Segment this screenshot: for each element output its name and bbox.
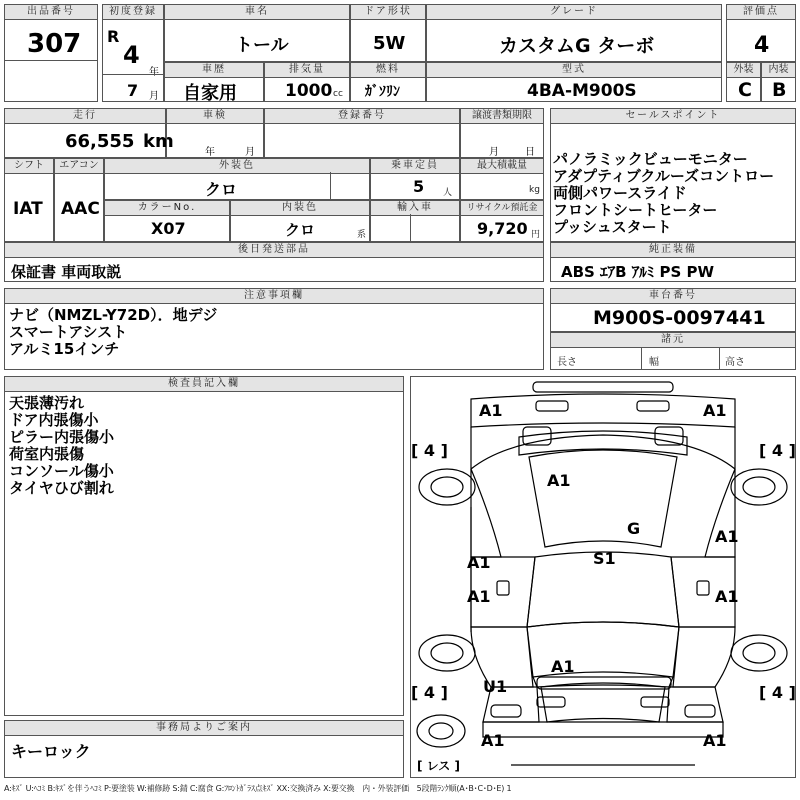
color-no: X07 — [151, 219, 186, 238]
mark-fender-left: A1 — [467, 553, 491, 572]
capacity-box — [370, 158, 460, 200]
specs-box — [550, 332, 796, 370]
inspector-box — [4, 376, 404, 716]
fuel-box — [350, 62, 426, 102]
registration-box — [102, 4, 164, 102]
mark-door-left: A1 — [467, 587, 491, 606]
inspector-label: 検査員記入欄 — [4, 376, 404, 392]
legend: A:ｷｽﾞ U:ﾍｺﾐ B:ｷｽﾞを伴うﾍｺﾐ P:要塗装 W:補修跡 S:錆 C:腐食 G:ﾌﾛﾝﾄｶﾞﾗｽ点ｷｽﾞ XX:交換済み X:要交換 内・外装評価 5段階ﾗﾝｸ順(A･B･C･D･E) 1 — [4, 784, 512, 793]
list-item: フロントシートヒーター — [553, 201, 718, 219]
office-text: キーロック — [11, 742, 91, 761]
displacement-unit: cc — [333, 89, 343, 99]
list-item: パノラミックビューモニター — [553, 150, 748, 168]
list-item: アルミ15インチ — [9, 340, 120, 358]
int-color: クロ — [285, 221, 316, 239]
mark-front-right: A1 — [703, 401, 727, 420]
list-item: アダプティブクルーズコントロー — [553, 167, 775, 185]
lot-label: 出品番号 — [4, 4, 98, 20]
int-grade: B — [772, 79, 787, 101]
import-label: 輸入車 — [370, 200, 460, 216]
spare-tire: [ レス ] — [417, 759, 460, 773]
ext-grade-label: 外装 — [726, 62, 761, 78]
load-unit: kg — [529, 185, 540, 195]
ext-grade: C — [738, 79, 752, 101]
notes-box — [4, 288, 544, 370]
sales-points-label: セールスポイント — [550, 108, 796, 124]
shift-label: シフト — [4, 158, 54, 174]
mileage-box — [4, 108, 174, 158]
inspection-month: 月 — [245, 147, 255, 158]
list-item: ナビ（NMZL-Y72D）．地デジ — [9, 306, 218, 324]
grade: カスタムG ターボ — [499, 35, 655, 57]
fuel: ｶﾞｿﾘﾝ — [365, 84, 400, 100]
chassis-label: 車台番号 — [550, 288, 796, 304]
inspector-list — [9, 395, 114, 497]
office-box — [4, 720, 404, 778]
later-parts-text: 保証書 車両取説 — [11, 263, 122, 281]
chassis-box — [550, 288, 796, 332]
color-no-label: カラーNo. — [104, 200, 230, 216]
chassis-number: M900S-0097441 — [593, 307, 766, 329]
mark-roof: S1 — [593, 549, 616, 568]
lot-number: 307 — [27, 29, 82, 59]
list-item: 荷室内張傷 — [9, 445, 85, 463]
spec-width: 幅 — [649, 357, 659, 368]
color: クロ — [205, 180, 238, 199]
recycle-box — [460, 200, 544, 242]
list-item: 天張薄汚れ — [9, 394, 85, 412]
mark-trunk: A1 — [551, 657, 575, 676]
color-no-box — [104, 200, 230, 242]
inspection-label: 車検 — [166, 108, 264, 124]
history-label: 車歴 — [164, 62, 264, 78]
equipment-label: 純正装備 — [550, 242, 796, 258]
office-label: 事務局よりご案内 — [4, 720, 404, 736]
displacement-box — [264, 62, 350, 102]
registration-label: 初度登録 — [102, 4, 164, 20]
door-label: ドア形状 — [350, 4, 426, 20]
notes-label: 注意事項欄 — [4, 288, 544, 304]
mark-front-left: A1 — [479, 401, 503, 420]
recycle-unit: 円 — [531, 230, 541, 240]
list-item: ピラー内張傷小 — [9, 428, 115, 446]
model-box — [426, 62, 722, 102]
mileage: 66,555 — [65, 131, 135, 152]
grade-box — [426, 4, 722, 62]
list-item: コンソール傷小 — [9, 462, 114, 480]
tire-rear-right: [ 4 ] — [759, 683, 796, 702]
fuel-label: 燃料 — [350, 62, 426, 78]
equipment-box — [550, 242, 796, 282]
car-outline — [411, 377, 795, 777]
list-item: スマートアシスト — [9, 323, 128, 341]
transfer-day: 日 — [525, 147, 535, 158]
notes-list — [9, 307, 217, 358]
door-box — [350, 4, 426, 62]
mark-rear-corner-left: A1 — [481, 731, 505, 750]
car-diagram — [410, 376, 796, 778]
list-item: プッシュスタート — [553, 218, 672, 236]
later-parts-box — [4, 242, 544, 282]
list-item: ドア内張傷小 — [9, 411, 99, 429]
model-label: 型式 — [426, 62, 722, 78]
load-box — [460, 158, 544, 200]
displacement: 1000 — [285, 81, 333, 101]
int-grade-box — [761, 62, 796, 102]
shift-box — [4, 158, 54, 242]
score-label: 評価点 — [726, 4, 796, 20]
list-item: 両側パワースライド — [553, 184, 687, 202]
ac-label: エアコン — [54, 158, 104, 174]
int-grade-label: 内装 — [761, 62, 796, 78]
int-color-unit: 系 — [357, 230, 367, 240]
sales-points-list — [553, 151, 774, 236]
mark-rear-corner-right: A1 — [703, 731, 727, 750]
mileage-label: 走行 — [4, 108, 166, 124]
ac: AAC — [61, 199, 100, 219]
history-box — [164, 62, 264, 102]
transfer-box — [460, 108, 544, 158]
month-unit: 月 — [149, 91, 159, 102]
spec-height: 高さ — [725, 357, 745, 368]
capacity: 5 — [413, 177, 425, 196]
score-box — [726, 4, 796, 62]
ext-grade-box — [726, 62, 761, 102]
color-label: 外装色 — [104, 158, 370, 174]
registration-era: R — [107, 27, 120, 46]
lot-box — [4, 4, 98, 102]
int-color-box — [230, 200, 370, 242]
mileage-unit: km — [143, 131, 174, 152]
load-label: 最大積載量 — [460, 158, 544, 174]
mark-glass: G — [627, 519, 641, 538]
inspection-year: 年 — [205, 147, 215, 158]
year-unit: 年 — [149, 67, 159, 78]
registration-month: 7 — [127, 81, 139, 100]
spec-length: 長さ — [557, 357, 577, 368]
inspection-box — [166, 108, 264, 158]
score: 4 — [754, 33, 770, 58]
regno-label: 登録番号 — [264, 108, 460, 124]
list-item: タイヤひび割れ — [9, 479, 114, 497]
tire-front-right: [ 4 ] — [759, 441, 796, 460]
car-name-box — [164, 4, 350, 62]
import-box — [370, 200, 460, 242]
recycle-label: リサイクル預託金 — [460, 200, 544, 216]
mark-door-right: A1 — [715, 587, 739, 606]
mark-hood: A1 — [547, 471, 571, 490]
mark-fender-right: A1 — [715, 527, 739, 546]
ac-box — [54, 158, 104, 242]
capacity-unit: 人 — [443, 188, 453, 198]
transfer-label: 譲渡書類期限 — [460, 108, 544, 124]
recycle: 9,720 — [477, 219, 528, 238]
mark-rear-left: U1 — [483, 677, 508, 696]
tire-front-left: [ 4 ] — [411, 441, 448, 460]
registration-year: 4 — [123, 41, 140, 69]
history: 自家用 — [183, 83, 237, 104]
model: 4BA-M900S — [527, 81, 637, 101]
int-color-label: 内装色 — [230, 200, 370, 216]
specs-label: 諸元 — [550, 332, 796, 348]
tire-rear-left: [ 4 ] — [411, 683, 448, 702]
car-name-label: 車名 — [164, 4, 350, 20]
regno-box — [264, 108, 460, 158]
capacity-label: 乗車定員 — [370, 158, 460, 174]
shift: IAT — [13, 199, 43, 219]
equipment-text: ABS ｴｱB ｱﾙﾐ PS PW — [561, 263, 715, 281]
door-type: 5W — [373, 33, 406, 54]
sales-points-box — [550, 108, 796, 242]
displacement-label: 排気量 — [264, 62, 350, 78]
later-parts-label: 後日発送部品 — [4, 242, 544, 258]
grade-label: グレード — [426, 4, 722, 20]
transfer-month: 月 — [489, 147, 499, 158]
car-name: トール — [235, 35, 289, 56]
